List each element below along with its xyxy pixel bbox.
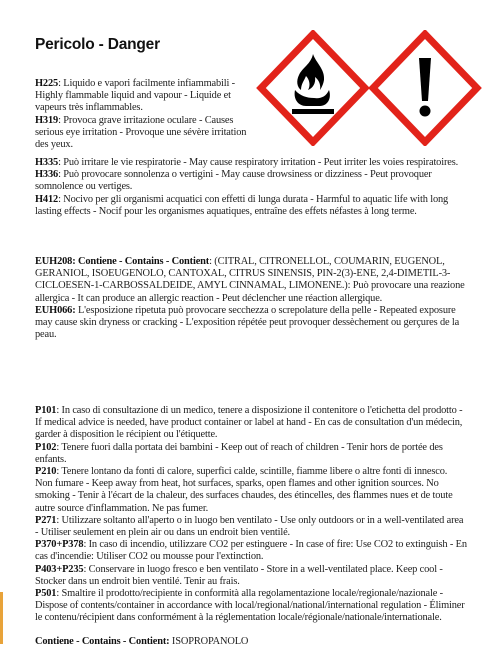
supplemental-statements (35, 256, 467, 341)
euh066-statement: EUH066: L'esposizione ripetuta può provocare secchezza o screpolature della pelle - Repeated exposure may cause skin dryness or cracking - L'exposition répétée peut provoquer dessèchement ou gerçures de la peau. (35, 304, 460, 341)
hazard-statement: H412: Nocivo per gli organismi acquatici con effetti di lunga durata - Harmful to aquatic life with long lasting effects - Nocif pour les organismes aquatiques, entraîne des effets néfastes à long terme. (35, 193, 449, 217)
precautionary-statement: P403+P235: Conservare in luogo fresco e ben ventilato - Store in a well-ventilated place. Keep cool - Stocker dans un endroit bien ventilé. Tenir au frais. (35, 563, 443, 587)
exclamation-pictogram (373, 34, 477, 142)
hazard-statements-top (35, 78, 261, 151)
edge-accent-bar (0, 592, 3, 644)
flame-pictogram (261, 34, 365, 142)
hazard-pictograms (256, 30, 484, 146)
precautionary-statement: P101: In caso di consultazione di un medico, tenere a disposizione il contenitore o l'etichetta del prodotto - If medical advice is needed, have product container or label at hand - En cas de consultation d'un médecin, garder à disposition le récipient ou l'étiquette. (35, 405, 463, 441)
contains-line: Contiene - Contains - Contient: ISOPROPANOLO (35, 635, 249, 647)
precautionary-statement: P210: Tenere lontano da fonti di calore, superfici calde, scintille, fiamme libere o altre fonti di innesco. Non fumare - Keep away from heat, hot surfaces, sparks, open flames and other ignition sources. No smoking - Tenir à l'écart de la chaleur, des surfaces chaudes, des étincelles, des flammes nues et de toute autre source d'inflammation. Ne pas fumer. (35, 466, 453, 514)
pictogram-svg (256, 30, 484, 146)
spacer (35, 625, 467, 636)
precautionary-statement: P501: Smaltire il prodotto/recipiente in conformità alla regolamentazione locale/regionale/nazionale - Dispose of contents/container in accordance with local/regional/national/international regulation - Éliminer le contenu/récipient dans conformément à la réglementation locale/régionale/nationale/internationale. (35, 588, 465, 624)
precautionary-statement: P370+P378: In caso di incendio, utilizzare CO2 per estinguere - In case of fire: Use CO2 to extinguish - En cas d'incendie: Utiliser CO2 ou mousse pour l'extinction. (35, 539, 467, 563)
precautionary-statements (35, 405, 467, 648)
hazard-statement: H335: Può irritare le vie respiratorie - May cause respiratory irritation - Peut irriter les voies respiratoires. (35, 157, 459, 168)
hazard-statement: H225: Liquido e vapori facilmente infiammabili - Highly flammable liquid and vapour - Liquide et vapeurs très inflammables. (35, 78, 235, 114)
page-title: Pericolo - Danger (35, 36, 160, 53)
hazard-statements-main (35, 157, 467, 218)
hazard-statement: H319: Provoca grave irritazione oculare - Causes serious eye irritation - Provoque une sévère irritation des yeux. (35, 114, 247, 151)
hazard-statement: H336: Può provocare sonnolenza o vertigini - May cause drowsiness or dizziness - Peut provoquer somnolence ou vertiges. (35, 169, 432, 193)
precautionary-statement: P102: Tenere fuori dalla portata dei bambini - Keep out of reach of children - Tenir hors de portée des enfants. (35, 441, 443, 465)
precautionary-statement: P271: Utilizzare soltanto all'aperto o in luogo ben ventilato - Use only outdoors or in a well-ventilated area - Utiliser seulement en plein air ou dans un endroit bien ventilé. (35, 514, 464, 539)
euh208-statement: EUH208: Contiene - Contains - Contient: (CITRAL, CITRONELLOL, COUMARIN, EUGENOL, GERANIOL, ISOEUGENOLO, CANTOXAL, CITRUS SINENSIS, PIN-2(3)-ENE, 2,4-DIMETIL-3-CICLOESEN-1-CARBOSSALDEIDE, AMYL CINNAMAL, LIMONENE.): Può provocare una reazione allergica - It can produce an allergic reaction - Peut déclencher une réaction allergique. (35, 256, 465, 304)
